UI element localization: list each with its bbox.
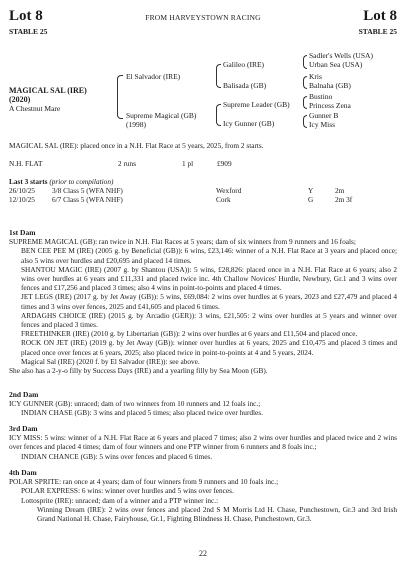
last-starts-heading [9,177,113,186]
produce-record: INDIAN CHANCE (GB): 5 wins over fences and placed 6 times. [21,451,213,461]
dam-intro: POLAR SPRITE: ran once at 4 years; dam of four winners from 9 runners and 10 foals inc.; [9,477,279,487]
produce-record: POLAR EXPRESS: 6 wins: winner over hurdles and 5 wins over fences. [21,486,234,496]
pedigree-sire-dam: Balisada (GB) [223,81,267,90]
pedigree-dam-dam: Icy Gunner (GB) [223,119,275,128]
pedigree-dss: Bustino [309,92,333,101]
produce-record: FREETHINKER (IRE) (2010 g. by Libertarian (GB)): 2 wins over hurdles at 6 years and £11,504 and placed once. [21,329,358,339]
pedigree-ssd: Urban Sea (USA) [309,60,363,69]
table-row-race: 3/8 Class 5 (WFA NHF) [52,186,123,195]
produce-record: ROCK ON JET (IRE) (2019 g. by Jet Away (GB)): winner over hurdles at 6 years, 2025 and £10,475 and placed 3 times and placed once over fences at 6 years, 2025; also placed twice in point-to-points at 4 and 5 years, 2024. [21,338,397,357]
dam-intro: ICY GUNNER (GB): unraced; dam of two winners from 10 runners and 12 foals inc.; [9,399,261,409]
produce-record: ARDAGHS CHOICE (IRE) (2015 g. by Arcadio (GER)): 3 wins, £21,505: 2 wins over hurdles at 5 years and winner over fences and placed 3 times. [21,310,397,330]
produce-record: INDIAN CHASE (GB): 3 wins and placed 5 times; also placed twice over hurdles. [21,408,263,418]
lot-number-left: Lot 8 [9,8,43,24]
stable-right: STABLE 25 [358,27,397,36]
horse-name: MAGICAL SAL (IRE) (2020) [9,86,87,104]
pedigree-brace [216,64,221,88]
horse-description: A Chestnut Mare [9,104,61,113]
section-heading: 2nd Dam [9,390,39,399]
fourth-dam-section [9,468,397,523]
produce-record: SHANTOU MAGIC (IRE) (2007 g. by Shantou (USA)): 5 wins, £28,826: placed once in a N.H. Flat Race at 6 years; also 2 wins over hurdles at 6 years and £11,331 and placed twice inc. 4th Challow Novices' Hurdle, Newbury, Gr.1 and 3 wins over fences and £17,256 and placed 3 times; also 4 wins in point-to-points and placed 4 times. [21,264,397,293]
pedigree-sdd: Balnaha (GB) [309,81,351,90]
pedigree-brace [216,104,221,126]
pedigree-dds: Gunner B [309,111,339,120]
record-places: 1 pl [182,159,194,168]
produce-record: Winning Dream (IRE): 2 wins over fences and placed 2nd S M Morris Ltd H. Chase, Punchestown, Gr.3 and 3rd Irish Grand National H. Chase, Fairyhouse, Gr.1, Fighting Blindness H. Chase, Punchestown, Gr.3. [37,504,397,524]
pedigree-sire-sire: Galileo (IRE) [223,60,265,69]
pedigree-sire: El Salvador (IRE) [126,72,181,81]
dam-note: She also has a 2-y-o filly by Success Days (IRE) and a yearling filly by Sea Moon (GB). [9,366,268,376]
section-heading: 3rd Dam [9,424,38,433]
pedigree-sss: Sadler's Wells (USA) [309,51,373,60]
pedigree-ddd: Icy Miss [309,120,336,129]
table-row-distance: 2m [335,186,345,195]
table-row-going: G [308,195,314,204]
third-dam-section [9,424,397,461]
dam-intro: SUPREME MAGICAL (GB): ran twice in N.H. Flat Races at 5 years; dam of six winners from 9 runners and 16 foals; [9,237,356,247]
table-row-distance: 2m 3f [335,195,353,204]
produce-record: JET LEGS (IRE) (2017 g. by Jet Away (GB)): 5 wins, £69,084: 2 wins over hurdles at 6 years, 2023 and £27,479 and placed 4 times and 3 wins over fences, 2025 and £41,605 and placed 6 times. [21,292,397,311]
table-row-date: 12/10/25 [9,195,35,204]
page-number: 22 [199,549,207,558]
pedigree-sds: Kris [309,72,322,81]
record-runs: 2 runs [118,159,137,168]
pedigree-brace [303,96,307,109]
record-type: N.H. FLAT [9,159,43,168]
horse-summary: MAGICAL SAL (IRE): placed once in a N.H. Flat Race at 5 years, 2025, from 2 starts. [9,141,264,150]
last-starts-note: (prior to compilation) [49,177,114,186]
pedigree-brace [303,55,307,69]
table-row-going: Y [308,186,314,195]
pedigree-dsd: Princess Zena [309,101,351,110]
produce-record: Magical Sal (IRE) (2020 f. by El Salvador (IRE)): see above. [21,356,200,366]
table-row-course: Cork [216,195,231,204]
table-row-date: 26/10/25 [9,186,35,195]
table-row-race: 6/7 Class 5 (WFA NHF) [52,195,123,204]
stable-left: STABLE 25 [9,27,48,36]
pedigree-dam-year: (1998) [126,120,146,129]
dam-intro: ICY MISS: 5 wins: winner of a N.H. Flat Race at 6 years and placed 7 times; also 2 wins over hurdles and placed twice and 2 wins over fences and placed 4 times; dam of four winners and one PTP winner from 6 runners and 8 foals inc.; [9,433,397,452]
table-row-course: Wexford [216,186,242,195]
pedigree-brace [117,75,123,119]
section-heading: 1st Dam [9,228,36,237]
lot-number-right: Lot 8 [363,8,397,24]
consignor: FROM HARVEYSTOWN RACING [145,13,261,22]
pedigree-dam-sire: Supreme Leader (GB) [223,100,290,109]
pedigree-brace [303,115,307,128]
produce-record: BEN CEE PEE M (IRE) (2005 g. by Beneficial (GB)): 6 wins, £23,146: winner of a N.H. Flat Race at 3 years and placed once; also 5 wins over hurdles and £20,695 and placed 14 times. [21,246,397,265]
first-dam-section [9,228,397,375]
record-earnings: £909 [217,159,232,168]
pedigree-dam: Supreme Magical (GB) [126,111,197,120]
last-starts-title: Last 3 starts [9,177,48,186]
produce-record: Lottosprite (IRE): unraced; dam of a winner and a PTP winner inc.: [21,495,219,505]
second-dam-section [9,390,397,418]
pedigree-brace [303,76,307,89]
section-heading: 4th Dam [9,468,37,477]
